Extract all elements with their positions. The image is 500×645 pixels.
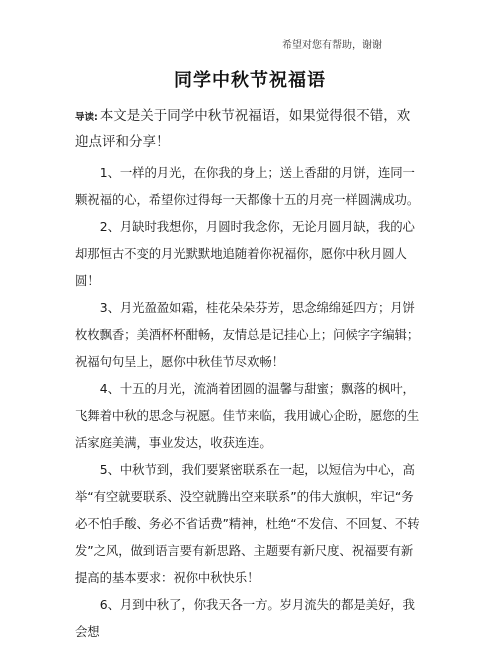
intro-paragraph — [75, 104, 423, 155]
paragraph-2: 2、月缺时我想你，月圆时我念你，无论月圆月缺，我的心却那恒古不变的月光默默地追随着你祝福你，愿你中秋月圆人圆！ — [75, 219, 415, 288]
page-title: 同学中秋节祝福语 — [174, 70, 326, 91]
paragraph-5: 5、中秋节到，我们要紧密联系在一起，以短信为中心，高举“有空就要联系、没空就腾出空来联系”的伟大旗帜，牢记“务必不怕手酸、务必不省话费”精神，杜绝“不发信、不回复、不转发”之风，做到语言要有新思路、主题要有新尺度、祝福要有新提高的基本要求：祝你中秋快乐！ — [75, 462, 420, 585]
paragraph-3: 3、月光盈盈如霜，桂花朵朵芬芳，思念绵绵延四方；月饼枚枚飘香；美酒杯杯酣畅，友情总是记挂心上；问候字字编辑；祝福句句呈上，愿你中秋佳节尽欢畅！ — [75, 300, 420, 369]
paragraph-4: 4、十五的月光，流淌着团圆的温馨与甜蜜；飘落的枫叶，飞舞着中秋的思念与祝愿。佳节来临，我用诚心企盼，愿您的生活家庭美满，事业发达，收获连连。 — [75, 381, 420, 450]
document-body — [75, 104, 423, 645]
intro-text: 本文是关于同学中秋节祝福语，如果觉得很不错，欢迎点评和分享！ — [75, 108, 411, 150]
intro-label: 导读: — [75, 112, 98, 123]
header-note: 希望对您有帮助，谢谢 — [282, 40, 382, 51]
paragraph-6: 6、月到中秋了，你我天各一方。岁月流失的都是美好，我会想 — [75, 597, 415, 639]
paragraph-1: 1、一样的月光，在你我的身上；送上香甜的月饼，连同一颗祝福的心，希望你过得每一天都像十五的月亮一样圆满成功。 — [75, 165, 420, 207]
